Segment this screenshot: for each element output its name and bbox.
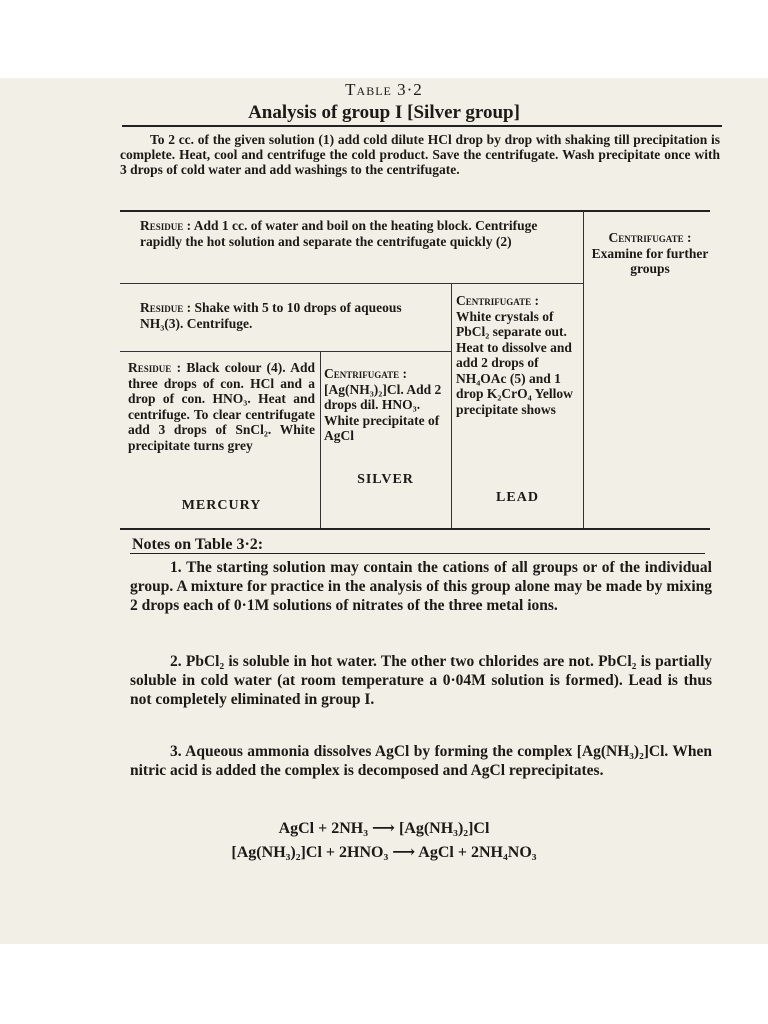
residue1-text: Add 1 cc. of water and boil on the heating block. Centrifuge rapidly the hot solution and separate the centrifugate quickly (2) [140, 218, 538, 249]
note-2: 2. PbCl₂ is soluble in hot water. The other two chlorides are not. PbCl₂ is partially soluble in cold water (at room temperature a 0·04M solution is formed). Lead is thus not completely eliminated in group I. [130, 653, 712, 708]
residue2-text: Shake with 5 to 10 drops of aqueous NH₃(3). Centrifuge. [140, 300, 402, 331]
table-title: Table 3·2 [345, 80, 423, 99]
residue2-cell [140, 300, 446, 331]
residue1-bottom-line [120, 283, 583, 284]
note-3: 3. Aqueous ammonia dissolves AgCl by forming the complex [Ag(NH₃)₂]Cl. When nitric acid is added the complex is decomposed and AgCl reprecipitates. [130, 743, 712, 779]
top-rule [122, 125, 722, 127]
residue3-head: Residue : [128, 360, 182, 375]
residue3-cell [128, 360, 315, 453]
centrifugate2-cell [456, 293, 579, 417]
table-bottom-line [120, 528, 710, 530]
intro-text: To 2 cc. of the given solution (1) add cold dilute HCl drop by drop with shaking till precipitation is complete. Heat, cool and centrifuge the cold product. Save the centrifugate. Wash precipitate once with 3 drops of cold water and add washings to the centrifugate. [120, 132, 720, 177]
lead-result: LEAD [496, 490, 539, 505]
intro-paragraph [120, 132, 720, 177]
centrifugate3-head: Centrifugate : [324, 366, 407, 381]
silver-result: SILVER [357, 472, 414, 487]
centrifugate1-text: Examine for further groups [591, 245, 709, 276]
table-subtitle: Analysis of group I [Silver group] [248, 102, 520, 123]
divider-centrifugate2 [451, 284, 452, 529]
notes-heading: Notes on Table 3·2: [132, 536, 264, 553]
centrifugate3-text: [Ag(NH₃)₂]Cl. Add 2 drops dil. HNO₃. White precipitate of AgCl [324, 381, 442, 443]
centrifugate2-text: White crystals of PbCl₂ separate out. Heat to dissolve and add 2 drops of NH₄OAc (5) and 1 drop K₂CrO₄ Yellow precipitate shows [456, 308, 573, 417]
residue3-text: Black colour (4). Add three drops of con. HCl and a drop of con. HNO₃. Heat and centrifuge. To clear centrifugate add 3 drops of SnCl₂. White precipitate turns grey [128, 360, 316, 453]
note-1: 1. The starting solution may contain the cations of all groups or of the individual group. A mixture for practice in the analysis of this group alone may be made by mixing 2 drops each of 0·1M solutions of nitrates of the three metal ions. [130, 559, 712, 614]
residue1-head: Residue : [140, 218, 192, 233]
centrifugate1-cell [588, 230, 712, 277]
mercury-result: MERCURY [181, 498, 262, 513]
centrifugate2-head: Centrifugate : [456, 293, 539, 308]
residue2-head: Residue : [140, 300, 192, 315]
residue2-bottom-line [120, 351, 451, 352]
table-top-line [120, 210, 710, 212]
centrifugate1-head: Centrifugate : [608, 230, 692, 245]
centrifugate3-cell [324, 366, 447, 444]
residue1-cell [140, 218, 578, 249]
divider-centrifugate3 [320, 352, 321, 529]
equation-1: AgCl + 2NH₃ ⟶ [Ag(NH₃)₂]Cl [278, 820, 490, 837]
equation-2: [Ag(NH₃)₂]Cl + 2HNO₃ ⟶ AgCl + 2NH₄NO₃ [231, 844, 537, 861]
notes-rule [130, 553, 705, 554]
divider-centrifugate1 [583, 211, 584, 529]
book-page [0, 78, 768, 944]
